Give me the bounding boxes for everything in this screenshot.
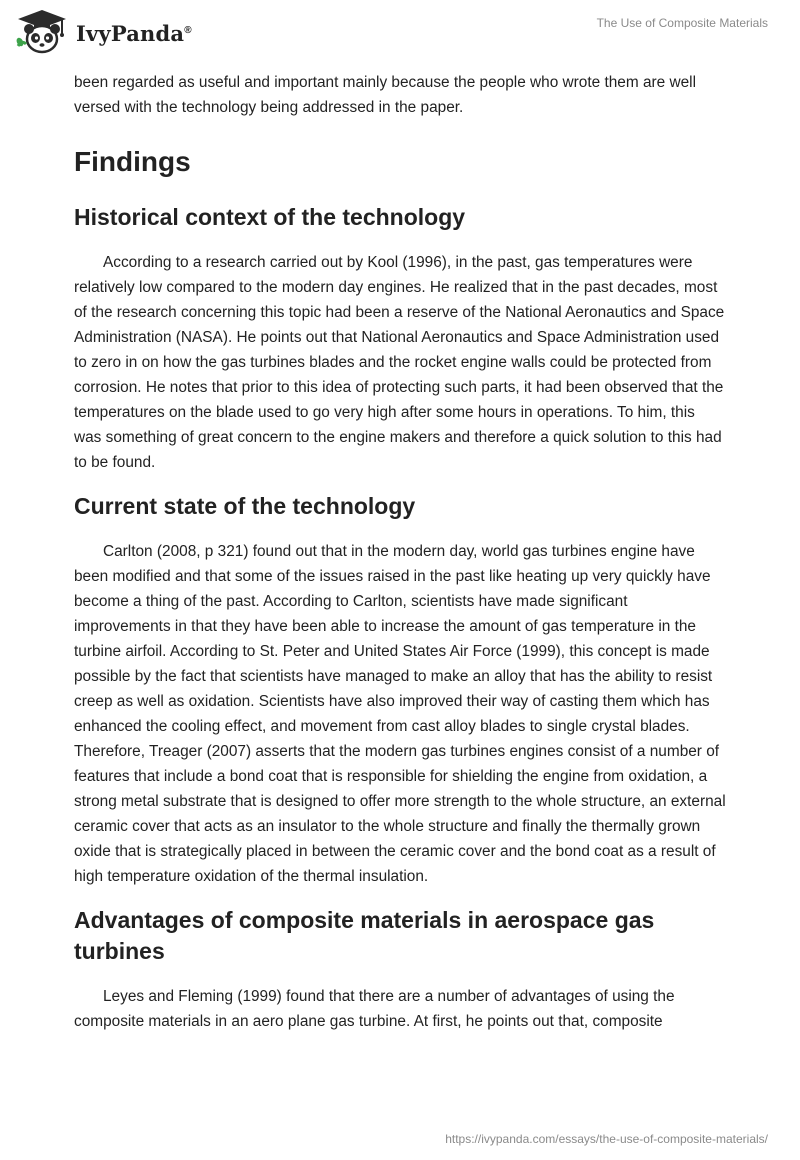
registered-mark: ® [184,24,192,36]
intro-continuation-paragraph: been regarded as useful and important mainly because the people who wrote them are well versed with the technology being addressed in the paper. [74,74,696,116]
historical-context-heading: Historical context of the technology [74,204,466,230]
current-state-paragraph: Carlton (2008, p 321) found out that in the modern day, world gas turbines engine have been modified and that some of the issues raised in the past like heating up very quickly have become a thing of the past. According to Carlton, scientists have made significant improvements in that they have been able to increase the amount of gas temperature in the turbine airfoil. According to St. Peter and United States Air Force (1999), this concept is made possible by the fact that scientists have managed to make an alloy that has the ability to resist creep as well as oxidation. Scientists have also improved their way of casting them which has enhanced the cooling effect, and movement from cast alloy blades to single crystal blades. Therefore, Treager (2007) asserts that the modern gas turbines engines consist of a number of features that include a bond coat that is responsible for shielding the engine from oxidation, a strong metal substrate that is designed to offer more strength to the whole structure, an external ceramic cover that acts as an insulator to the whole structure and finally the thermally grown oxide that is strategically placed in between the ceramic cover and the bond coat as a result of high temperature oxidation of the thermal insulation. [74,543,726,885]
advantages-heading: Advantages of composite materials in aerospace gas turbines [74,907,655,964]
document-title: The Use of Composite Materials [596,16,768,30]
panda-graduation-cap-icon [14,8,70,54]
page-header [0,0,800,60]
ivypanda-logo[interactable] [14,8,192,54]
advantages-paragraph: Leyes and Fleming (1999) found that there are a number of advantages of using the composite materials in an aero plane gas turbine. At first, he points out that, composite [74,988,675,1030]
findings-heading: Findings [74,146,191,177]
current-state-heading: Current state of the technology [74,493,416,519]
brand-name: IvyPanda® [76,20,192,46]
historical-context-paragraph: According to a research carried out by Kool (1996), in the past, gas temperatures were relatively low compared to the modern day engines. He realized that in the past decades, most of the research concerning this topic had been a reserve of the National Aeronautics and Space Administration (NASA). He points out that National Aeronautics and Space Administration used to zero in on how the gas turbines blades and the rocket engine walls could be protected from corrosion. He notes that prior to this idea of protecting such parts, it had been observed that the temperatures on the blade used to go very high after some hours in operations. To him, this was something of great concern to the engine makers and therefore a quick solution to this had to be found. [74,254,725,471]
source-url[interactable]: https://ivypanda.com/essays/the-use-of-composite-materials/ [445,1132,768,1146]
essay-content [74,70,726,1034]
